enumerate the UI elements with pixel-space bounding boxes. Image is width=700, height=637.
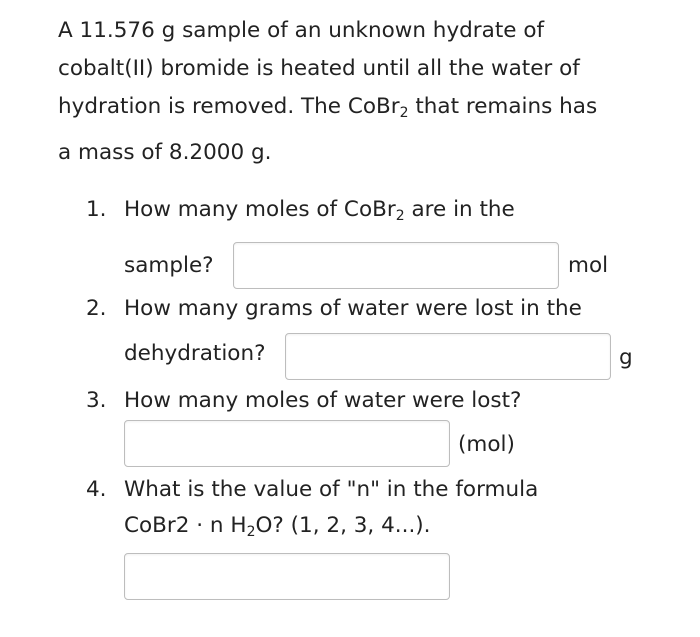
question-4-text: What is the value of "n" in the formula xyxy=(124,477,539,502)
question-1-text xyxy=(124,197,515,222)
question-2-number: 2. xyxy=(86,296,107,321)
question-3-text: How many moles of water were lost? xyxy=(124,388,522,413)
question-2-answer-input[interactable] xyxy=(285,333,611,380)
question-2-text: How many grams of water were lost in the xyxy=(124,296,582,321)
question-3-number: 3. xyxy=(86,388,107,413)
problem-line-4: a mass of 8.2000 g. xyxy=(58,140,272,165)
question-4-formula-start: CoBr2 · n H xyxy=(124,513,247,538)
subscript: 2 xyxy=(399,105,409,121)
question-4-answer-input[interactable] xyxy=(124,553,450,600)
question-2-unit: g xyxy=(619,345,633,370)
problem-line-3-text: hydration is removed. The CoBr xyxy=(58,94,400,119)
subscript: 2 xyxy=(246,524,256,540)
question-1-text-continued: sample? xyxy=(124,253,214,278)
subscript: 2 xyxy=(395,208,405,224)
question-4-formula-end: O? (1, 2, 3, 4...). xyxy=(255,513,431,538)
problem-line-3-text-end: that remains has xyxy=(408,94,598,119)
question-3-unit: (mol) xyxy=(458,432,515,457)
question-1-text-start: How many moles of CoBr xyxy=(124,197,396,222)
question-3-answer-input[interactable] xyxy=(124,420,450,467)
question-1-number: 1. xyxy=(86,197,107,222)
problem-line-1: A 11.576 g sample of an unknown hydrate of xyxy=(58,18,545,43)
question-1-unit: mol xyxy=(568,253,609,278)
question-4-text-continued xyxy=(124,513,431,538)
question-2-text-continued: dehydration? xyxy=(124,341,266,366)
question-1-text-end: are in the xyxy=(404,197,515,222)
question-1-answer-input[interactable] xyxy=(233,242,559,289)
question-4-number: 4. xyxy=(86,477,107,502)
problem-line-2: cobalt(II) bromide is heated until all the water of xyxy=(58,56,580,81)
